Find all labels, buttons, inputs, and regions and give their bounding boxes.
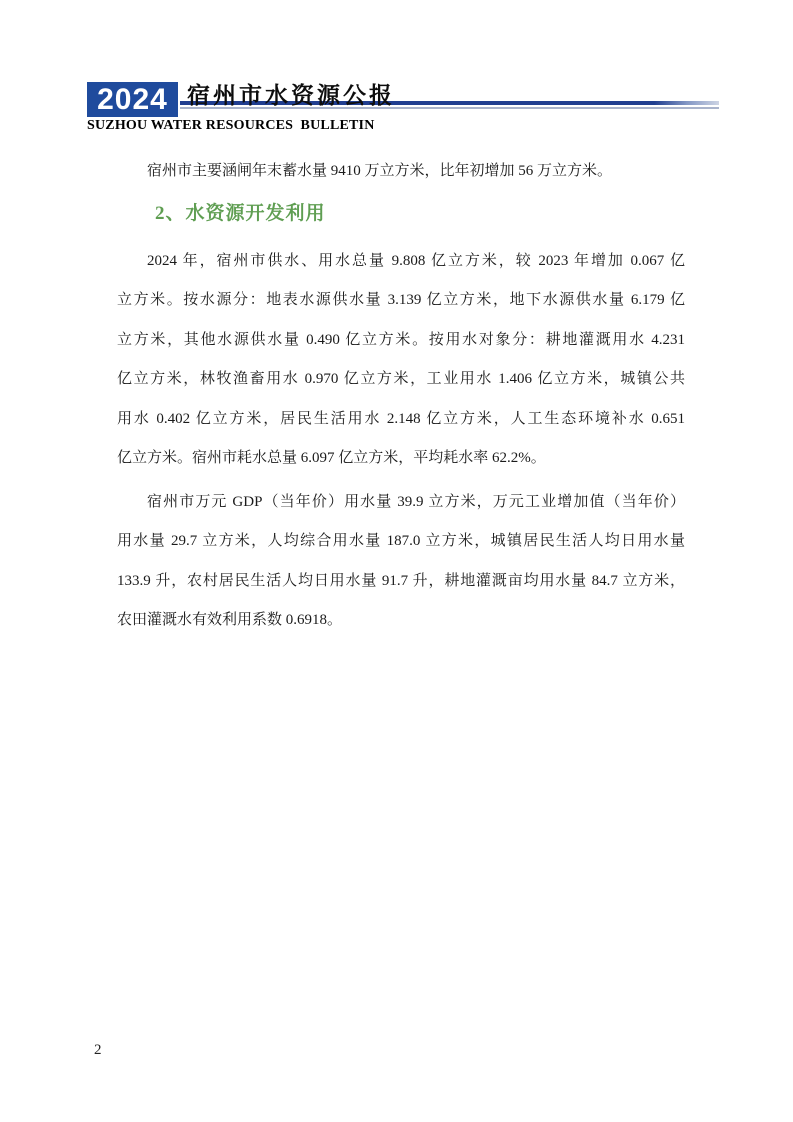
text-line: 农田灌溉水有效利用系数 0.6918。 — [117, 612, 343, 628]
text-line: 亿立方米。宿州市耗水总量 6.097 亿立方米，平均耗水率 62.2%。 — [117, 450, 546, 466]
text-line: 宿州市主要涵闸年末蓄水量 9410 万立方米，比年初增加 56 万立方米。 — [147, 163, 613, 179]
text-line: 用水量 29.7 立方米，人均综合用水量 187.0 立方米，城镇居民生活人均日用水量 — [117, 533, 685, 549]
text-line: 133.9 升，农村居民生活人均日用水量 91.7 升，耕地灌溉亩均用水量 84.7 立方米， — [117, 572, 685, 589]
paragraph-efficiency-indicators — [117, 483, 685, 641]
paragraph-water-supply-use — [117, 242, 685, 479]
section-heading: 2、水资源开发利用 — [155, 202, 326, 224]
page-number: 2 — [94, 1042, 102, 1058]
text-line: 宿州市万元 GDP（当年价）用水量 39.9 立方米，万元工业增加值（当年价） — [147, 493, 685, 510]
bulletin-title-cn: 宿州市水资源公报 — [187, 82, 395, 108]
text-line: 2024 年，宿州市供水、用水总量 9.808 亿立方米，较 2023 年增加 0.067 亿 — [147, 252, 685, 269]
document-body — [117, 152, 685, 641]
text-line: 用水 0.402 亿立方米，居民生活用水 2.148 亿立方米，人工生态环境补水 0.651 — [117, 410, 685, 427]
text-line: 亿立方米，林牧渔畜用水 0.970 亿立方米，工业用水 1.406 亿立方米，城镇公共 — [117, 371, 685, 387]
intro-paragraph — [117, 152, 685, 192]
year-badge — [87, 82, 178, 117]
year-text: 2024 — [97, 82, 168, 116]
text-line: 立方米，其他水源供水量 0.490 亿立方米。按用水对象分：耕地灌溉用水 4.231 — [117, 331, 685, 348]
bulletin-subtitle-en: SUZHOU WATER RESOURCES BULLETIN — [87, 118, 375, 133]
text-line: 立方米。按水源分：地表水源供水量 3.139 亿立方米，地下水源供水量 6.179 亿 — [117, 292, 685, 308]
